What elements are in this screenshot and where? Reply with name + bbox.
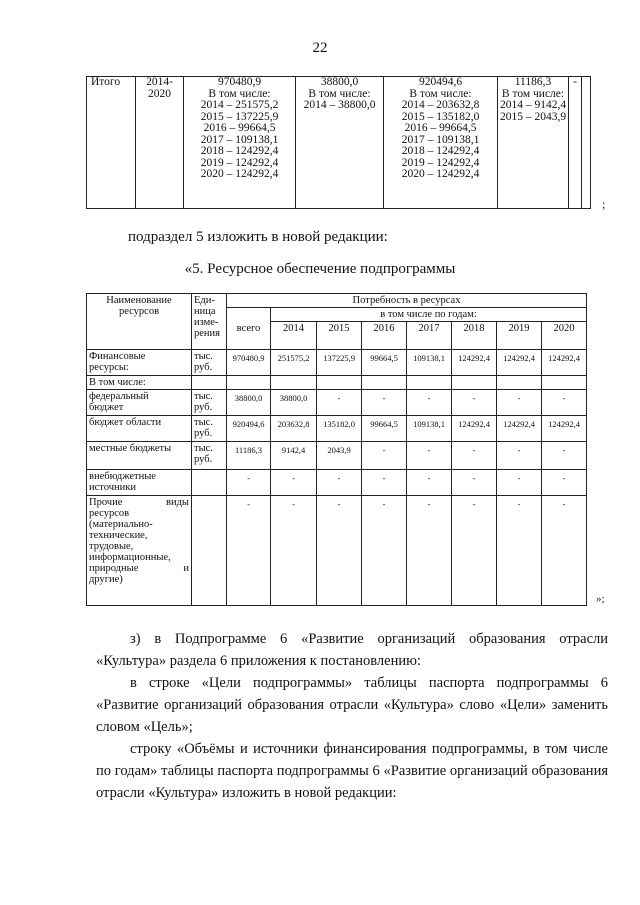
value-cell: 124292,4 [542, 416, 587, 442]
year-2017: 2017 [407, 322, 452, 350]
value-cell: - [362, 470, 407, 496]
value-cell: 124292,4 [452, 350, 497, 376]
value-cell: 124292,4 [542, 350, 587, 376]
value-cell [497, 376, 542, 390]
value-cell: - [317, 390, 362, 416]
resource-name: местные бюджеты [87, 442, 192, 470]
value-cell [452, 376, 497, 390]
value-cell: - [271, 470, 317, 496]
table-row [87, 376, 587, 390]
resource-name: Прочие виды ресурсов (материально- технические, трудовые, информационные, природные и другие) [87, 496, 192, 606]
year-2016: 2016 [362, 322, 407, 350]
header-need: Потребность в ресурсах [227, 294, 587, 308]
value-cell: - [542, 470, 587, 496]
value-cell: - [542, 390, 587, 416]
value-cell: - [452, 390, 497, 416]
header-resource-name: Наименование ресурсов [87, 294, 192, 350]
value-cell [227, 376, 271, 390]
header-unit: Еди- ница изме- рения [192, 294, 227, 350]
value-cell: 38800,0 [271, 390, 317, 416]
regional-cell: 920494,6 В том числе: 2014 – 203632,8 2015 – 135182,0 2016 – 99664,5 2017 – 109138,1 2018 – 124292,4 2019 – 124292,4 2020 – 124292,4 [384, 77, 498, 209]
value-cell: - [271, 496, 317, 606]
header-total: всего [227, 308, 271, 350]
value-cell: - [227, 496, 271, 606]
value-cell: - [452, 496, 497, 606]
value-cell: - [497, 390, 542, 416]
value-cell: 2043,9 [317, 442, 362, 470]
resource-name: бюджет области [87, 416, 192, 442]
value-cell [542, 376, 587, 390]
value-cell: - [317, 496, 362, 606]
section5-instruction: подраздел 5 изложить в новой редакции: [128, 229, 388, 245]
value-cell: - [452, 442, 497, 470]
value-cell: 137225,9 [317, 350, 362, 376]
value-cell: - [407, 496, 452, 606]
resource-unit: тыс. руб. [192, 350, 227, 376]
table-row [87, 390, 587, 416]
table-row [87, 77, 591, 209]
value-cell: 109138,1 [407, 416, 452, 442]
table-row [87, 350, 587, 376]
period-cell: 2014- 2020 [136, 77, 184, 209]
value-cell: 135182,0 [317, 416, 362, 442]
value-cell: 99664,5 [362, 350, 407, 376]
value-cell: 99664,5 [362, 416, 407, 442]
value-cell: - [452, 470, 497, 496]
year-2014: 2014 [271, 322, 317, 350]
value-cell: - [497, 470, 542, 496]
value-cell: - [362, 442, 407, 470]
value-cell [271, 376, 317, 390]
table-row [87, 416, 587, 442]
resource-name: В том числе: [87, 376, 192, 390]
resource-name: Финансовые ресурсы: [87, 350, 192, 376]
value-cell [317, 376, 362, 390]
value-cell: - [227, 470, 271, 496]
year-2018: 2018 [452, 322, 497, 350]
resource-unit [192, 376, 227, 390]
value-cell: - [362, 390, 407, 416]
value-cell: 251575,2 [271, 350, 317, 376]
value-cell: - [542, 496, 587, 606]
resource-unit: тыс. руб. [192, 442, 227, 470]
header-row [87, 294, 587, 308]
year-2020: 2020 [542, 322, 587, 350]
value-cell: 203632,8 [271, 416, 317, 442]
table-end-mark: »; [596, 593, 605, 605]
value-cell: - [317, 470, 362, 496]
resource-unit [192, 496, 227, 606]
resource-name: федеральный бюджет [87, 390, 192, 416]
table-row [87, 496, 587, 606]
row-label: Итого [87, 77, 136, 209]
extra-budget-cell: - [569, 77, 582, 209]
value-cell: - [407, 442, 452, 470]
table-row [87, 470, 587, 496]
paragraph-goals: в строке «Цели подпрограммы» таблицы паспорта подпрограммы 6 «Развитие организаций образования отрасли «Культура» слово «Цели» заменить словом «Цель»; [96, 675, 608, 735]
paragraph-z: з) в Подпрограмме 6 «Развитие организаций образования отрасли «Культура» раздела 6 приложения к постановлению: [96, 631, 608, 669]
value-cell: - [497, 496, 542, 606]
value-cell: 124292,4 [497, 350, 542, 376]
section5-heading: «5. Ресурсное обеспечение подпрограммы [184, 261, 456, 277]
table-end-mark: ; [602, 197, 606, 211]
value-cell: - [407, 390, 452, 416]
resource-unit: тыс. руб. [192, 416, 227, 442]
value-cell: 920494,6 [227, 416, 271, 442]
value-cell: 970480,9 [227, 350, 271, 376]
page-number: 22 [312, 40, 328, 56]
year-2019: 2019 [497, 322, 542, 350]
value-cell [362, 376, 407, 390]
value-cell: - [362, 496, 407, 606]
value-cell [407, 376, 452, 390]
empty-cell [582, 77, 591, 209]
table-row [87, 442, 587, 470]
paragraph-funding: строку «Объёмы и источники финансирования подпрограммы, в том числе по годам» таблицы паспорта подпрограммы 6 «Развитие организаций образования отрасли «Культура» изложить в новой редакции: [96, 741, 608, 801]
header-by-years: в том числе по годам: [271, 308, 587, 322]
value-cell: 124292,4 [452, 416, 497, 442]
total-cell: 970480,9 В том числе: 2014 – 251575,2 2015 – 137225,9 2016 – 99664,5 2017 – 109138,1 2018 – 124292,4 2019 – 124292,4 2020 – 124292,4 [184, 77, 296, 209]
value-cell: - [407, 470, 452, 496]
year-2015: 2015 [317, 322, 362, 350]
value-cell: - [497, 442, 542, 470]
resource-name: внебюджетные источники [87, 470, 192, 496]
value-cell: 38800,0 [227, 390, 271, 416]
value-cell: 124292,4 [497, 416, 542, 442]
resource-unit [192, 470, 227, 496]
resource-unit: тыс. руб. [192, 390, 227, 416]
resource-table [86, 293, 587, 606]
value-cell: - [542, 442, 587, 470]
federal-cell: 38800,0 В том числе: 2014 – 38800,0 [296, 77, 384, 209]
value-cell: 9142,4 [271, 442, 317, 470]
funding-summary-table [86, 76, 591, 209]
local-cell: 11186,3 В том числе: 2014 – 9142,4 2015 – 2043,9 [498, 77, 569, 209]
value-cell: 109138,1 [407, 350, 452, 376]
value-cell: 11186,3 [227, 442, 271, 470]
